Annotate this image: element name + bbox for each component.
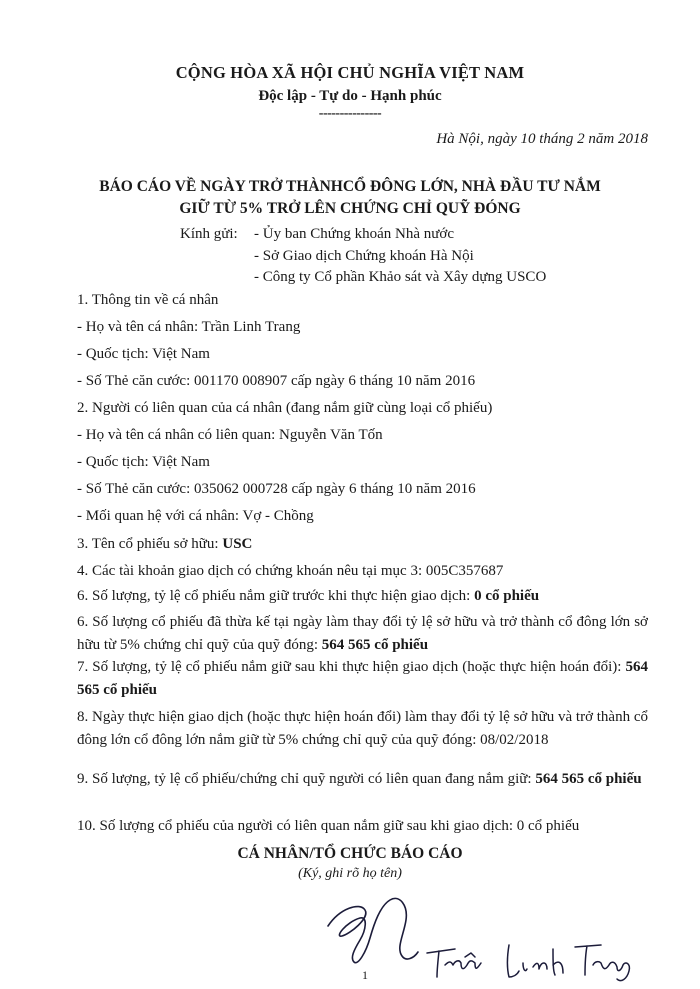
date-line: Hà Nội, ngày 10 tháng 2 năm 2018 <box>436 131 648 147</box>
section-8: 8. Ngày thực hiện giao dịch (hoặc thực hiện hoán đổi) làm thay đổi tỷ lệ sở hữu và trở thành cổ đông lớn cổ đông lớn nắm giữ từ 5% chứng chỉ quỹ của quỹ đóng: 08/02/2018 <box>77 709 648 748</box>
section-9-value: 564 565 cổ phiếu <box>535 771 642 787</box>
related-person-id: - Số Thẻ căn cước: 035062 000728 cấp ngày 6 tháng 10 năm 2016 <box>77 481 476 497</box>
recipient-item: - Ủy ban Chứng khoán Nhà nước <box>254 226 454 242</box>
section-6a-label: 6. Số lượng, tỷ lệ cổ phiếu nắm giữ trước khi thực hiện giao dịch: <box>77 588 475 604</box>
relationship: - Mối quan hệ với cá nhân: Vợ - Chồng <box>77 508 314 524</box>
handwritten-signature <box>320 888 430 968</box>
handwritten-name <box>425 935 635 985</box>
national-title: CỘNG HÒA XÃ HỘI CHỦ NGHĨA VIỆT NAM <box>175 63 525 82</box>
motto: Độc lập - Tự do - Hạnh phúc <box>258 88 442 104</box>
person-name: - Họ và tên cá nhân: Trần Linh Trang <box>77 319 301 335</box>
related-person-name: - Họ và tên cá nhân có liên quan: Nguyễn Văn Tốn <box>77 427 383 443</box>
person-id: - Số Thẻ căn cước: 001170 008907 cấp ngày 6 tháng 10 năm 2016 <box>77 373 476 389</box>
section-6b <box>77 611 648 657</box>
section-9-label: 9. Số lượng, tỷ lệ cổ phiếu/chứng chỉ quỹ người có liên quan đang nắm giữ: <box>77 771 536 787</box>
recipient-item: - Sở Giao dịch Chứng khoán Hà Nội <box>254 248 474 264</box>
section-7-label: 7. Số lượng, tỷ lệ cổ phiếu nắm giữ sau khi thực hiện giao dịch (hoặc thực hiện hoán đổi): <box>77 659 626 675</box>
report-title-line1: BÁO CÁO VỀ NGÀY TRỞ THÀNHCỔ ĐÔNG LỚN, NHÀ ĐẦU TƯ NẮM <box>99 178 601 195</box>
signature-subtitle: (Ký, ghi rõ họ tên) <box>298 866 402 881</box>
section-3-label: 3. Tên cổ phiếu sở hữu: <box>77 536 223 552</box>
related-person-nationality: - Quốc tịch: Việt Nam <box>77 454 210 470</box>
report-title-line2: GIỮ TỪ 5% TRỞ LÊN CHỨNG CHỈ QUỸ ĐÓNG <box>179 200 521 217</box>
recipient-item: - Công ty Cổ phần Khảo sát và Xây dựng USCO <box>254 269 547 285</box>
section-4: 4. Các tài khoản giao dịch có chứng khoán nêu tại mục 3: 005C357687 <box>77 563 504 579</box>
section-6b-label: 6. Số lượng cổ phiếu đã thừa kế tại ngày làm thay đổi tỷ lệ sở hữu và trở thành cổ đông lớn sở hữu từ 5% chứng chỉ quỹ của quỹ đóng: <box>77 614 648 653</box>
section-3 <box>77 536 252 553</box>
recipients-label: Kính gửi: <box>180 226 238 242</box>
stock-code: USC <box>222 536 253 552</box>
page-number: 1 <box>362 968 368 982</box>
section-7-value: 564 565 cổ phiếu <box>77 659 648 698</box>
section-6b-value: 564 565 cổ phiếu <box>321 637 429 653</box>
section-6a <box>77 588 539 605</box>
signature-title: CÁ NHÂN/TỔ CHỨC BÁO CÁO <box>237 845 463 862</box>
person-nationality: - Quốc tịch: Việt Nam <box>77 346 210 362</box>
section-2-heading: 2. Người có liên quan của cá nhân (đang nắm giữ cùng loại cổ phiếu) <box>77 400 493 416</box>
section-9 <box>77 768 648 791</box>
section-10: 10. Số lượng cổ phiếu của người có liên quan nắm giữ sau khi giao dịch: 0 cổ phiếu <box>77 818 580 834</box>
section-7 <box>77 656 648 702</box>
section-1-heading: 1. Thông tin về cá nhân <box>77 292 219 308</box>
separator: --------------- <box>318 106 382 121</box>
section-6a-value: 0 cổ phiếu <box>474 588 540 604</box>
